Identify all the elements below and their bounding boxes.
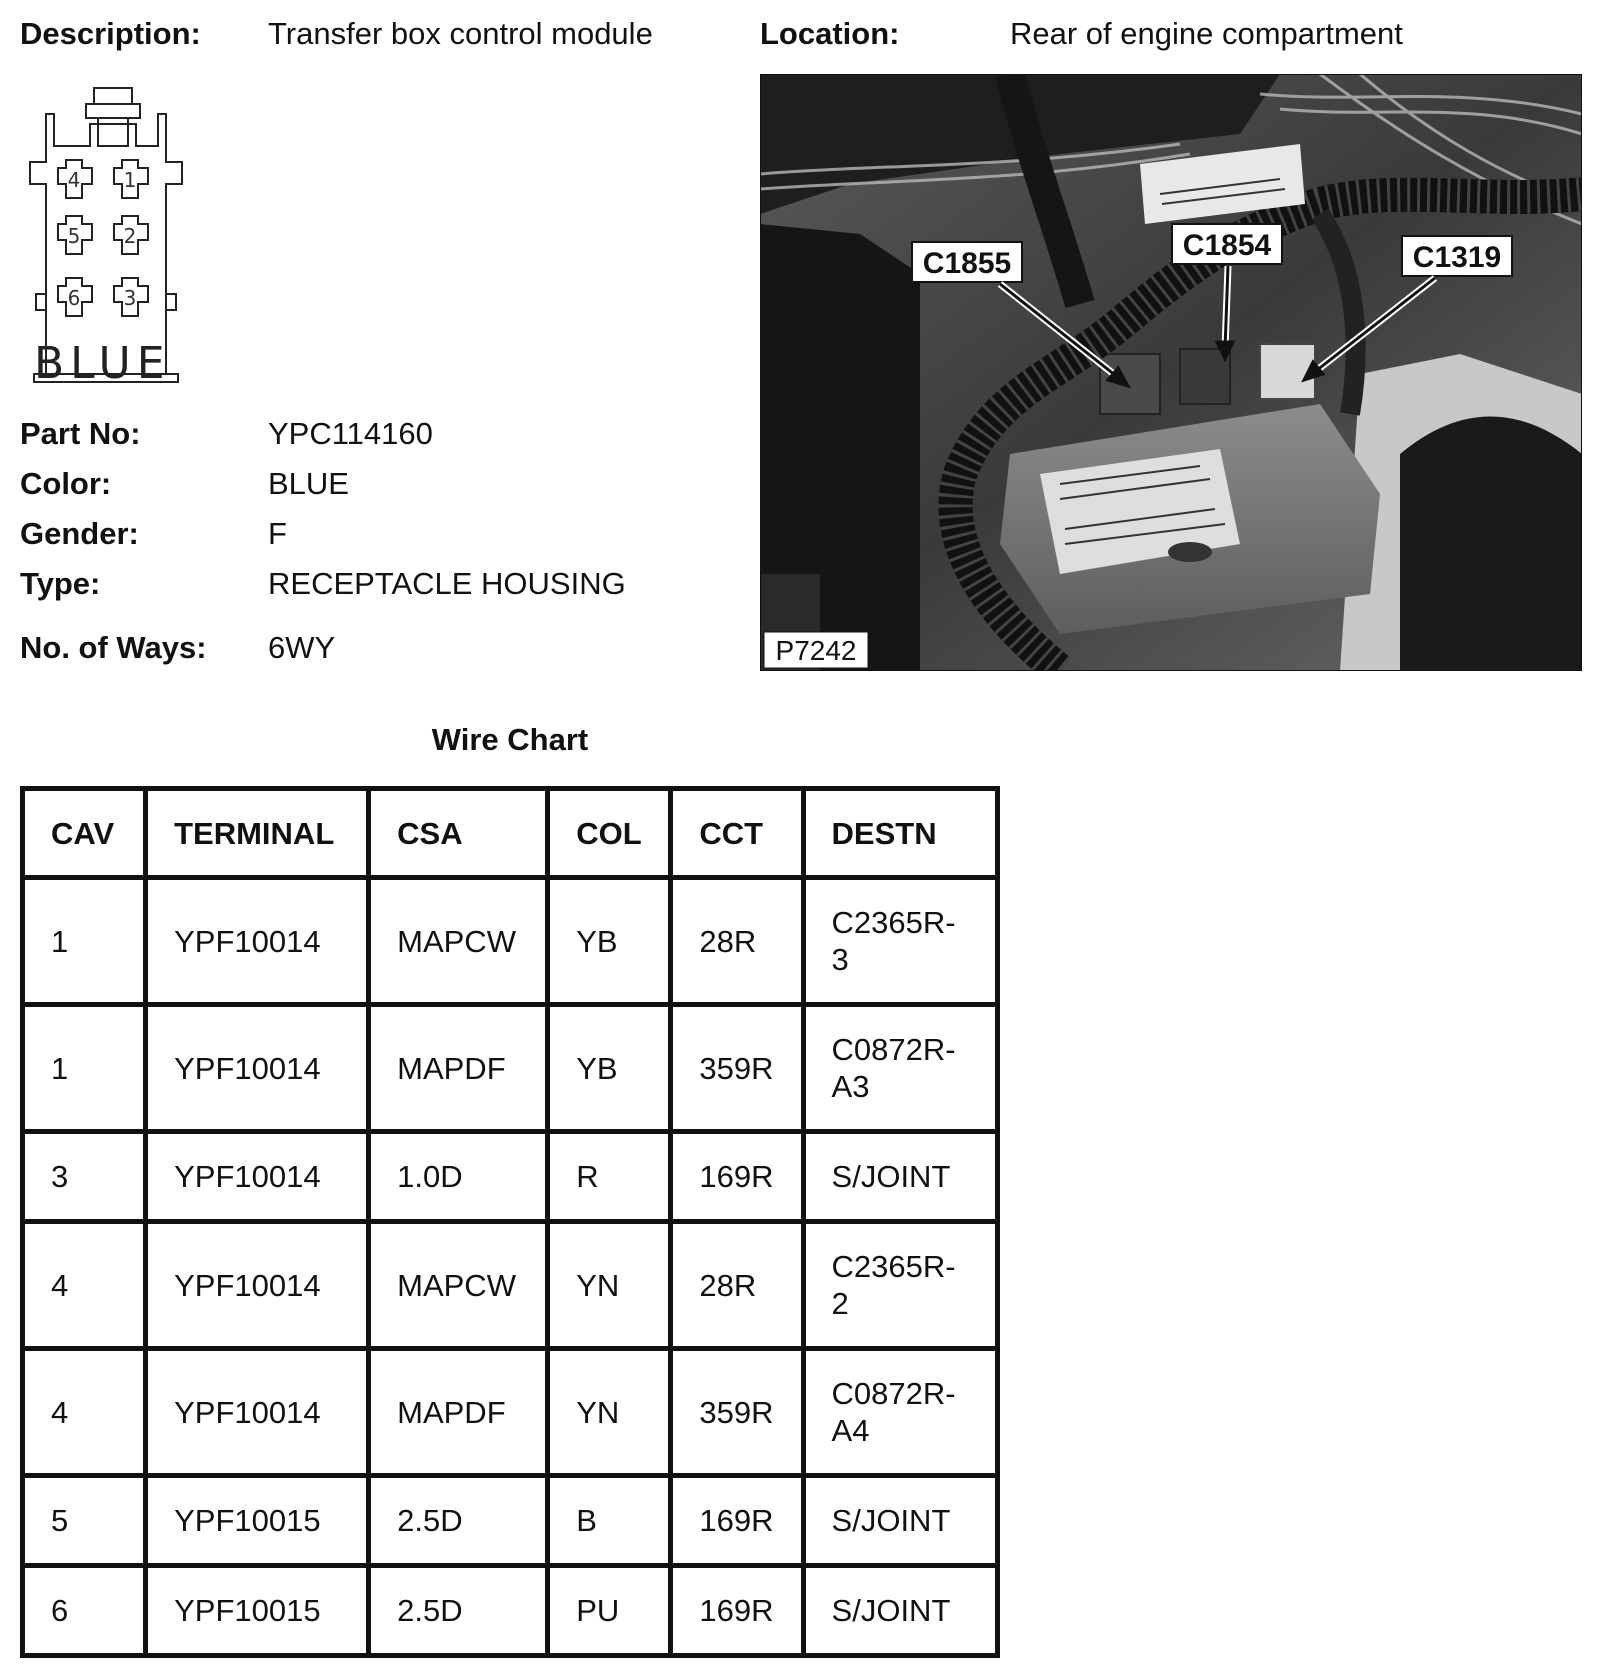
column-header: CCT bbox=[671, 789, 803, 878]
col-cell: YN bbox=[548, 1349, 671, 1476]
gender-value: F bbox=[268, 516, 287, 551]
color-value: BLUE bbox=[268, 466, 349, 501]
pin-label: 3 bbox=[123, 286, 137, 310]
csa-cell: MAPCW bbox=[369, 878, 548, 1005]
table-row bbox=[23, 1005, 998, 1132]
col-cell: R bbox=[548, 1132, 671, 1222]
cav-cell: 4 bbox=[23, 1349, 146, 1476]
callout-label: C1854 bbox=[1182, 229, 1272, 262]
column-header: CAV bbox=[23, 789, 146, 878]
color-label: Color: bbox=[20, 466, 112, 501]
destn-line: S/JOINT bbox=[831, 1593, 951, 1628]
csa-cell: 2.5D bbox=[369, 1566, 548, 1656]
destn-cell bbox=[803, 1566, 997, 1656]
table-row bbox=[23, 1349, 998, 1476]
terminal-cell: YPF10015 bbox=[146, 1476, 369, 1566]
csa-cell: 2.5D bbox=[369, 1476, 548, 1566]
table-row bbox=[23, 1476, 998, 1566]
destn-cell bbox=[803, 1005, 997, 1132]
cct-cell: 169R bbox=[671, 1132, 803, 1222]
destn-line: A3 bbox=[831, 1069, 870, 1104]
cct-cell: 28R bbox=[671, 1222, 803, 1349]
pin-label: 5 bbox=[67, 224, 81, 248]
cct-cell: 359R bbox=[671, 1349, 803, 1476]
destn-line: 3 bbox=[831, 942, 849, 977]
terminal-cell: YPF10014 bbox=[146, 1349, 369, 1476]
destn-line: C2365R- bbox=[831, 1249, 956, 1284]
pin-label: 4 bbox=[67, 168, 81, 192]
csa-cell: MAPDF bbox=[369, 1005, 548, 1132]
location-value: Rear of engine compartment bbox=[1010, 16, 1403, 51]
table-row bbox=[23, 1132, 998, 1222]
destn-cell bbox=[803, 1132, 997, 1222]
part-no-label: Part No: bbox=[20, 416, 141, 451]
destn-cell bbox=[803, 878, 997, 1005]
terminal-cell: YPF10014 bbox=[146, 1222, 369, 1349]
column-header: CSA bbox=[369, 789, 548, 878]
gender-label: Gender: bbox=[20, 516, 139, 551]
type-label: Type: bbox=[20, 566, 101, 601]
csa-cell: MAPDF bbox=[369, 1349, 548, 1476]
callout-label: C1855 bbox=[922, 247, 1012, 280]
table-row bbox=[23, 878, 998, 1005]
destn-line: 2 bbox=[831, 1286, 849, 1321]
terminal-cell: YPF10014 bbox=[146, 1132, 369, 1222]
cav-cell: 6 bbox=[23, 1566, 146, 1656]
cav-cell: 1 bbox=[23, 1005, 146, 1132]
col-cell: YB bbox=[548, 878, 671, 1005]
description-value: Transfer box control module bbox=[268, 16, 653, 51]
csa-cell: 1.0D bbox=[369, 1132, 548, 1222]
terminal-cell: YPF10014 bbox=[146, 878, 369, 1005]
destn-line: C0872R- bbox=[831, 1376, 956, 1411]
cav-cell: 4 bbox=[23, 1222, 146, 1349]
table-row bbox=[23, 1222, 998, 1349]
destn-cell bbox=[803, 1476, 997, 1566]
connector-color-caption: BLUE bbox=[34, 338, 171, 389]
col-cell: YB bbox=[548, 1005, 671, 1132]
ways-label: No. of Ways: bbox=[20, 630, 207, 665]
pin-label: 1 bbox=[123, 168, 137, 192]
description-label: Description: bbox=[20, 16, 201, 51]
callout-label: C1319 bbox=[1412, 241, 1502, 274]
part-no-value: YPC114160 bbox=[268, 416, 433, 451]
destn-line: S/JOINT bbox=[831, 1159, 951, 1194]
column-header: COL bbox=[548, 789, 671, 878]
cct-cell: 169R bbox=[671, 1566, 803, 1656]
ways-value: 6WY bbox=[268, 630, 336, 665]
cct-cell: 359R bbox=[671, 1005, 803, 1132]
destn-cell bbox=[803, 1222, 997, 1349]
location-label: Location: bbox=[760, 16, 900, 51]
table-header-row bbox=[23, 789, 998, 878]
terminal-cell: YPF10014 bbox=[146, 1005, 369, 1132]
cct-cell: 28R bbox=[671, 878, 803, 1005]
terminal-cell: YPF10015 bbox=[146, 1566, 369, 1656]
wire-chart-table bbox=[20, 786, 1000, 1658]
figure-id: P7242 bbox=[775, 635, 857, 666]
csa-cell: MAPCW bbox=[369, 1222, 548, 1349]
column-header: DESTN bbox=[803, 789, 997, 878]
column-header: TERMINAL bbox=[146, 789, 369, 878]
cav-cell: 1 bbox=[23, 878, 146, 1005]
destn-line: C0872R- bbox=[831, 1032, 956, 1067]
pin-label: 6 bbox=[67, 286, 81, 310]
pin-label: 2 bbox=[123, 224, 137, 248]
type-value: RECEPTACLE HOUSING bbox=[268, 566, 626, 601]
col-cell: PU bbox=[548, 1566, 671, 1656]
destn-line: S/JOINT bbox=[831, 1503, 951, 1538]
destn-line: C2365R- bbox=[831, 905, 956, 940]
table-row bbox=[23, 1566, 998, 1656]
destn-cell bbox=[803, 1349, 997, 1476]
wire-chart-title: Wire Chart bbox=[431, 722, 589, 757]
cct-cell: 169R bbox=[671, 1476, 803, 1566]
destn-line: A4 bbox=[831, 1413, 870, 1448]
cav-cell: 5 bbox=[23, 1476, 146, 1566]
col-cell: YN bbox=[548, 1222, 671, 1349]
location-photo bbox=[760, 74, 1582, 671]
cav-cell: 3 bbox=[23, 1132, 146, 1222]
col-cell: B bbox=[548, 1476, 671, 1566]
